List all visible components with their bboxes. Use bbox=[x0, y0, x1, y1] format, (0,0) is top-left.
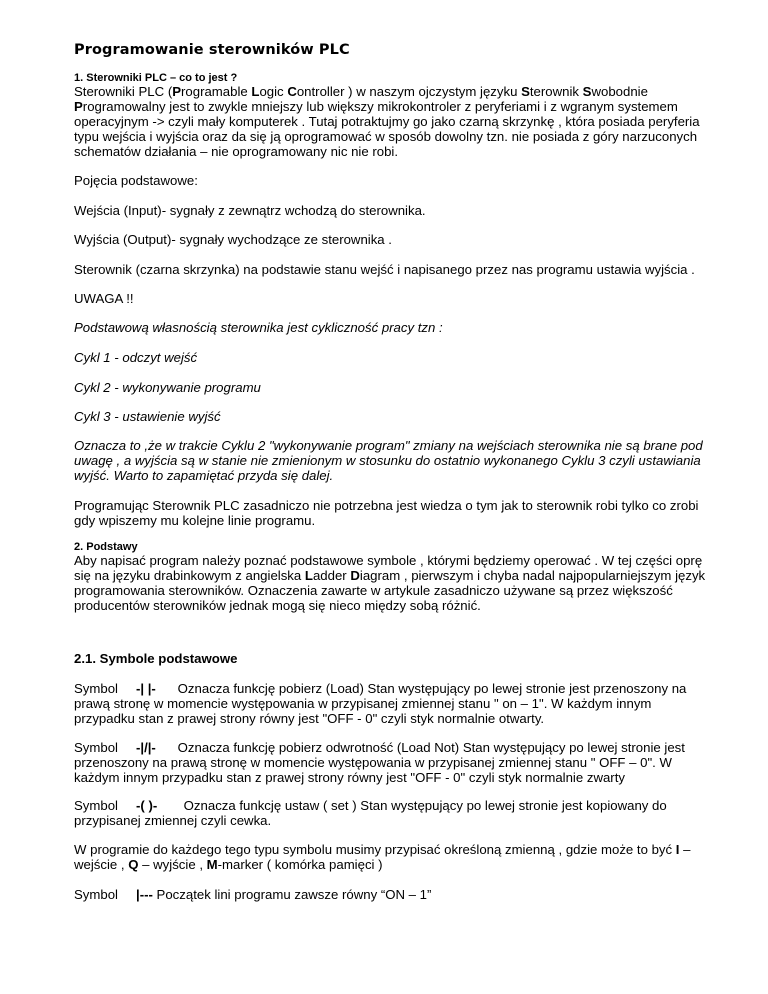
text-run: adder bbox=[312, 568, 351, 583]
symbol-set-code: -( )- bbox=[136, 798, 158, 813]
text-run: W programie do każdego tego typu symbolu musimy przypisać określoną zmienną , gdzie może to być bbox=[74, 842, 676, 857]
text-run: M bbox=[206, 857, 218, 872]
symbol-word: Symbol bbox=[74, 681, 118, 696]
paragraph-warning: UWAGA !! bbox=[74, 291, 134, 306]
paragraph-outputs: Wyjścia (Output)- sygnały wychodzące ze sterownika . bbox=[74, 232, 392, 247]
section-2-heading: 2. Podstawy bbox=[74, 541, 138, 553]
paragraph-assign-variables bbox=[74, 842, 714, 872]
text-run: rogramowalny jest to zwykle mniejszy lub większy mikrokontroler z peryferiami i z wgranym systemem operacyjnym -> czyli mały komputerek . Tutaj potraktujmy go jako czarną skrzynkę , która posiada peryferia typu wejścia i wyjścia oraz da się ją oprogramować w sposób dowolny tzn. nie posiada z góry narzuconych schematów działania – nie oprogramowany nic nie robi. bbox=[74, 99, 700, 159]
text-run: Q bbox=[128, 857, 139, 872]
text-run: L bbox=[251, 84, 260, 99]
text-run: iagram , pierwszym i chyba nadal najpopularniejszym język programowania sterowników. Oznaczenia zawarte w artykule zasadniczo używane są przez większość producentów sterowników jednak mogą się nieco między sobą różnić. bbox=[74, 568, 706, 613]
text-run: S bbox=[521, 84, 530, 99]
symbol-set-paragraph bbox=[74, 798, 714, 828]
text-run: P bbox=[172, 84, 182, 99]
section-2-1-heading: 2.1. Symbole podstawowe bbox=[74, 651, 238, 666]
paragraph-cycle-2: Cykl 2 - wykonywanie programu bbox=[74, 380, 261, 395]
text-run: I bbox=[675, 842, 680, 857]
symbol-load-code: -| |- bbox=[136, 681, 156, 696]
symbol-load-not-paragraph bbox=[74, 740, 714, 785]
paragraph-inputs: Wejścia (Input)- sygnały z zewnątrz wchodzą do sterownika. bbox=[74, 203, 426, 218]
paragraph-cycle-1: Cykl 1 - odczyt wejść bbox=[74, 350, 198, 365]
symbol-set-text: Oznacza funkcję ustaw ( set ) Stan występujący po lewej stronie jest kopiowany do przypisanej zmiennej czyli cewka. bbox=[74, 798, 667, 828]
paragraph-means: Oznacza to ,że w trakcie Cyklu 2 "wykonywanie program" zmiany na wejściach sterownika nie są brane pod uwagę , a wyjścia są w stanie nie zmienionym w stosunku do ostatnio wykonanego Cyklu 3 czyli ustawiania wyjść. Warto to zapamiętać przyda się dalej. bbox=[74, 438, 703, 483]
paragraph-cycle-3: Cykl 3 - ustawienie wyjść bbox=[74, 409, 221, 424]
symbol-line-start-code: |--- bbox=[136, 887, 153, 902]
section-1-heading: 1. Sterowniki PLC – co to jest ? bbox=[74, 72, 238, 84]
text-run: -marker ( komórka pamięci ) bbox=[217, 857, 383, 872]
text-run: S bbox=[582, 84, 592, 99]
section-1-intro bbox=[74, 84, 714, 159]
page-title: Programowanie sterowników PLC bbox=[74, 42, 350, 58]
symbol-load-paragraph bbox=[74, 681, 714, 726]
text-run: P bbox=[74, 99, 83, 114]
text-run: – wyjście , bbox=[138, 857, 207, 872]
paragraph-programming: Programując Sterownik PLC zasadniczo nie potrzebna jest wiedza o tym jak to sterownik robi tylko co zrobi gdy wpiszemy mu kolejne linie programu. bbox=[74, 498, 699, 528]
text-run: – wejście , bbox=[74, 842, 691, 872]
symbol-load-not-code: -|/|- bbox=[136, 740, 156, 755]
text-run: L bbox=[304, 568, 313, 583]
symbol-load-not-text: Oznacza funkcję pobierz odwrotność (Load Not) Stan występujący po lewej stronie jest przenoszony na prawą stronę w momencie występowania w przypisanej zmiennej stanu " OFF – 0". W każdym innym przypadku stan z prawej strony równy jest "OFF - 0" czyli styk normalnie zwarty bbox=[74, 740, 685, 785]
symbol-word: Symbol bbox=[74, 740, 118, 755]
symbol-line-start-text: Początek lini programu zawsze równy “ON – 1” bbox=[156, 887, 432, 902]
paragraph-cyclic: Podstawową własnością sterownika jest cykliczność pracy tzn : bbox=[74, 320, 443, 335]
symbol-word: Symbol bbox=[74, 798, 118, 813]
symbol-line-start-paragraph bbox=[74, 887, 714, 902]
text-run: Sterowniki PLC ( bbox=[74, 84, 173, 99]
text-run: wobodnie bbox=[591, 84, 648, 99]
text-run: terownik bbox=[529, 84, 583, 99]
text-run: Aby napisać program należy poznać podstawowe symbole , którymi będziemy operować . W tej części oprę się na języku drabinkowym z angielska bbox=[74, 553, 703, 583]
symbol-load-text: Oznacza funkcję pobierz (Load) Stan występujący po lewej stronie jest przenoszony na prawą stronę w momencie występowania w przypisanej zmiennej stanu " on – 1". W każdym innym przypadku stan z prawej strony równy jest "OFF - 0" czyli styk normalnie otwarty. bbox=[74, 681, 687, 726]
paragraph-controller: Sterownik (czarna skrzynka) na podstawie stanu wejść i napisanego przez nas programu ustawia wyjścia . bbox=[74, 262, 695, 277]
section-2-intro bbox=[74, 553, 714, 613]
text-run: rogramable bbox=[181, 84, 252, 99]
text-run: ogic bbox=[259, 84, 288, 99]
text-run: ontroller ) w naszym ojczystym języku bbox=[296, 84, 522, 99]
text-run: D bbox=[350, 568, 360, 583]
text-run: C bbox=[287, 84, 297, 99]
symbol-word: Symbol bbox=[74, 887, 118, 902]
paragraph-concepts: Pojęcia podstawowe: bbox=[74, 173, 198, 188]
